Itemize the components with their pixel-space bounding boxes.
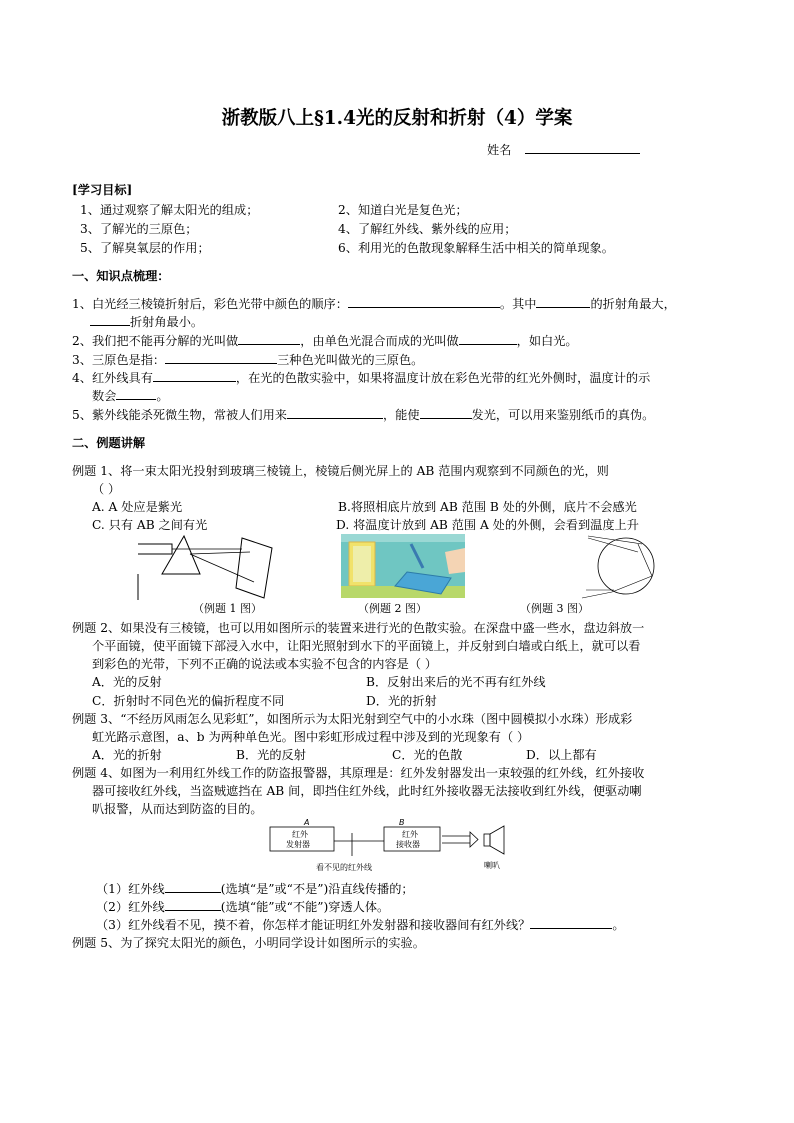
option-b: B.将照相底片放到 AB 范围 B 处的外侧，底片不会感光: [338, 500, 637, 514]
example-2-text: 到彩色的光带，下列不正确的说法或本实验不包含的内容是（ ）: [92, 657, 438, 671]
mirror-photo: [341, 534, 465, 598]
window-pane: [353, 546, 371, 582]
name-field-row: [487, 141, 640, 158]
answer-blank[interactable]: [459, 332, 517, 345]
answer-blank[interactable]: [165, 351, 277, 364]
question-text: （1）红外线: [96, 882, 165, 896]
question-text: 发光，可以用来鉴别纸币的真伪。: [471, 408, 655, 422]
section1-heading: 一、知识点梳理：: [72, 269, 170, 283]
screen-shape: [236, 538, 272, 598]
name-blank[interactable]: [525, 141, 640, 154]
answer-blank[interactable]: [530, 916, 612, 929]
light-ray: [638, 544, 652, 576]
goal-item: 3、了解光的三原色；: [80, 222, 198, 236]
emitter-label: 红外: [292, 830, 308, 839]
goal-item: 1、通过观察了解太阳光的组成；: [80, 203, 259, 217]
option-a: A．光的折射: [92, 748, 162, 762]
example-2-text: 个平面镜，使平面镜下部浸入水中，让阳光照射到水下的平面镜上，并反射到白墙或白纸上，就可以看: [92, 639, 641, 653]
figure-2-caption: （例题 2 图）: [358, 602, 427, 615]
example-2-text: 例题 2、如果没有三棱镜，也可以用如图所示的装置来进行光的色散实验。在深盘中盛一些水，盘边斜放一: [72, 621, 645, 635]
option-d: D．光的折射: [366, 694, 437, 708]
answer-blank[interactable]: [420, 406, 472, 419]
arrow-head: [470, 832, 478, 847]
question-text: ，如白光。: [516, 334, 578, 348]
question-4: [72, 369, 650, 386]
question-text: (选填“能”或“不能”)穿透人体。: [220, 900, 390, 914]
section2-heading: 二、例题讲解: [72, 436, 146, 450]
answer-blank[interactable]: [165, 898, 221, 911]
answer-blank[interactable]: [348, 295, 500, 308]
question-4-cont: [92, 387, 169, 404]
question-text: 1、白光经三棱镜折射后，彩色光带中颜色的顺序：: [72, 297, 348, 311]
water-droplet: [598, 538, 654, 594]
option-b: B．光的反射: [236, 748, 306, 762]
answer-blank[interactable]: [287, 406, 383, 419]
label-b: B: [399, 818, 405, 827]
question-text: 。: [612, 918, 625, 932]
answer-blank[interactable]: [238, 332, 300, 345]
question-text: 。其中: [499, 297, 537, 311]
alarm-diagram: [266, 816, 536, 872]
light-ray: [588, 538, 638, 552]
question-text: 3、三原色是指：: [72, 353, 166, 367]
question-5: [72, 406, 654, 423]
question-text: 2、我们把不能再分解的光叫做: [72, 334, 239, 348]
example-4-text: 叭报警，从而达到防盗的目的。: [92, 802, 263, 816]
question-3: [72, 351, 423, 368]
option-c: C．折射时不同色光的偏折程度不同: [92, 694, 285, 708]
light-ray: [190, 552, 250, 554]
speaker-body: [484, 834, 490, 846]
answer-blank[interactable]: [165, 880, 221, 893]
droplet-figure: [552, 530, 664, 600]
question-2: [72, 332, 578, 349]
question-1-cont: [90, 313, 203, 330]
example-4-text: 例题 4、如图为一利用红外线工作的防盗报警器，其原理是：红外发射器发出一束较强的红外线，红外接收: [72, 766, 645, 780]
light-ray: [190, 554, 254, 582]
light-source: [138, 544, 172, 554]
answer-blank[interactable]: [536, 295, 590, 308]
goal-item: 2、知道白光是复色光；: [338, 203, 468, 217]
answer-paren: （ ）: [92, 482, 121, 496]
sub-question-2: [96, 898, 389, 915]
option-c: C．光的色散: [392, 748, 463, 762]
goal-item: 5、了解臭氧层的作用；: [80, 241, 210, 255]
figure-3-caption: （例题 3 图）: [520, 602, 589, 615]
ir-beam-label: 看不见的红外线: [316, 863, 372, 872]
receiver-label: 红外: [402, 830, 418, 839]
question-text: 数会: [92, 389, 117, 403]
prism-figure: [132, 532, 282, 600]
label-a: A: [304, 818, 310, 827]
page-title: 浙教版八上§1.4光的反射和折射（4）学案: [221, 108, 573, 129]
example-3-text: 虹光路示意图，a、b 为两种单色光。图中彩虹形成过程中涉及到的光现象有（ ）: [92, 730, 530, 744]
prism-shape: [162, 536, 200, 574]
question-text: 的折射角最大，: [590, 297, 676, 311]
goal-item: 4、了解红外线、紫外线的应用；: [338, 222, 517, 236]
question-text: 5、紫外线能杀死微生物，常被人们用来: [72, 408, 287, 422]
goal-item: 6、利用光的色散现象解释生活中相关的简单现象。: [338, 241, 614, 255]
option-b: B．反射出来后的光不再有红外线: [366, 675, 546, 689]
question-text: （2）红外线: [96, 900, 165, 914]
question-text: ，由单色光混合而成的光叫做: [300, 334, 459, 348]
option-d: D．以上都有: [526, 748, 597, 762]
figure-1-caption: （例题 1 图）: [193, 602, 262, 615]
question-text: ，能使: [382, 408, 420, 422]
question-text: （3）红外线看不见，摸不着，你怎样才能证明红外发射器和接收器间有红外线？: [96, 918, 531, 932]
option-a: A. A 处应是紫光: [92, 500, 183, 514]
option-c: C. 只有 AB 之间有光: [92, 518, 208, 532]
light-ray: [582, 592, 612, 598]
sub-question-3: [96, 916, 625, 933]
question-text: 4、红外线具有: [72, 371, 153, 385]
answer-blank[interactable]: [153, 369, 236, 382]
answer-blank[interactable]: [116, 387, 156, 400]
wall-top: [341, 534, 465, 542]
question-text: 。: [156, 389, 169, 403]
option-d: D. 将温度计放到 AB 范围 A 处的外侧，会看到温度上升: [336, 518, 639, 532]
name-label: 姓名: [487, 143, 512, 157]
question-text: 折射角最小。: [130, 315, 204, 329]
light-ray: [612, 576, 652, 592]
sub-question-1: [96, 880, 414, 897]
question-text: (选填“是”或“不是”)沿直线传播的；: [220, 882, 414, 896]
question-text: ，在光的色散实验中，如果将温度计放在彩色光带的红光外侧时，温度计的示: [235, 371, 651, 385]
receiver-label: 接收器: [396, 840, 420, 849]
example-1-text: 例题 1、将一束太阳光投射到玻璃三棱镜上，棱镜后侧光屏上的 AB 范围内观察到不同颜色的光，则: [72, 464, 609, 478]
answer-blank[interactable]: [90, 313, 130, 326]
question-text: 三种色光叫做光的三原色。: [277, 353, 424, 367]
goals-heading: [学习目标]: [72, 183, 133, 197]
question-1: [72, 295, 676, 312]
example-5-text: 例题 5、为了探究太阳光的颜色，小明同学设计如图所示的实验。: [72, 936, 425, 950]
emitter-label: 发射器: [286, 840, 310, 849]
example-3-text: 例题 3、“不经历风雨怎么见彩虹”，如图所示为太阳光射到空气中的小水珠（图中圆模拟小水珠）形成彩: [72, 712, 633, 726]
example-4-text: 器可接收红外线，当盗贼遮挡在 AB 间，即挡住红外线，此时红外接收器无法接收到红外线，便驱动喇: [92, 784, 642, 798]
option-a: A．光的反射: [92, 675, 162, 689]
speaker-label: 喇叭: [484, 861, 500, 870]
speaker-icon: [490, 826, 504, 854]
